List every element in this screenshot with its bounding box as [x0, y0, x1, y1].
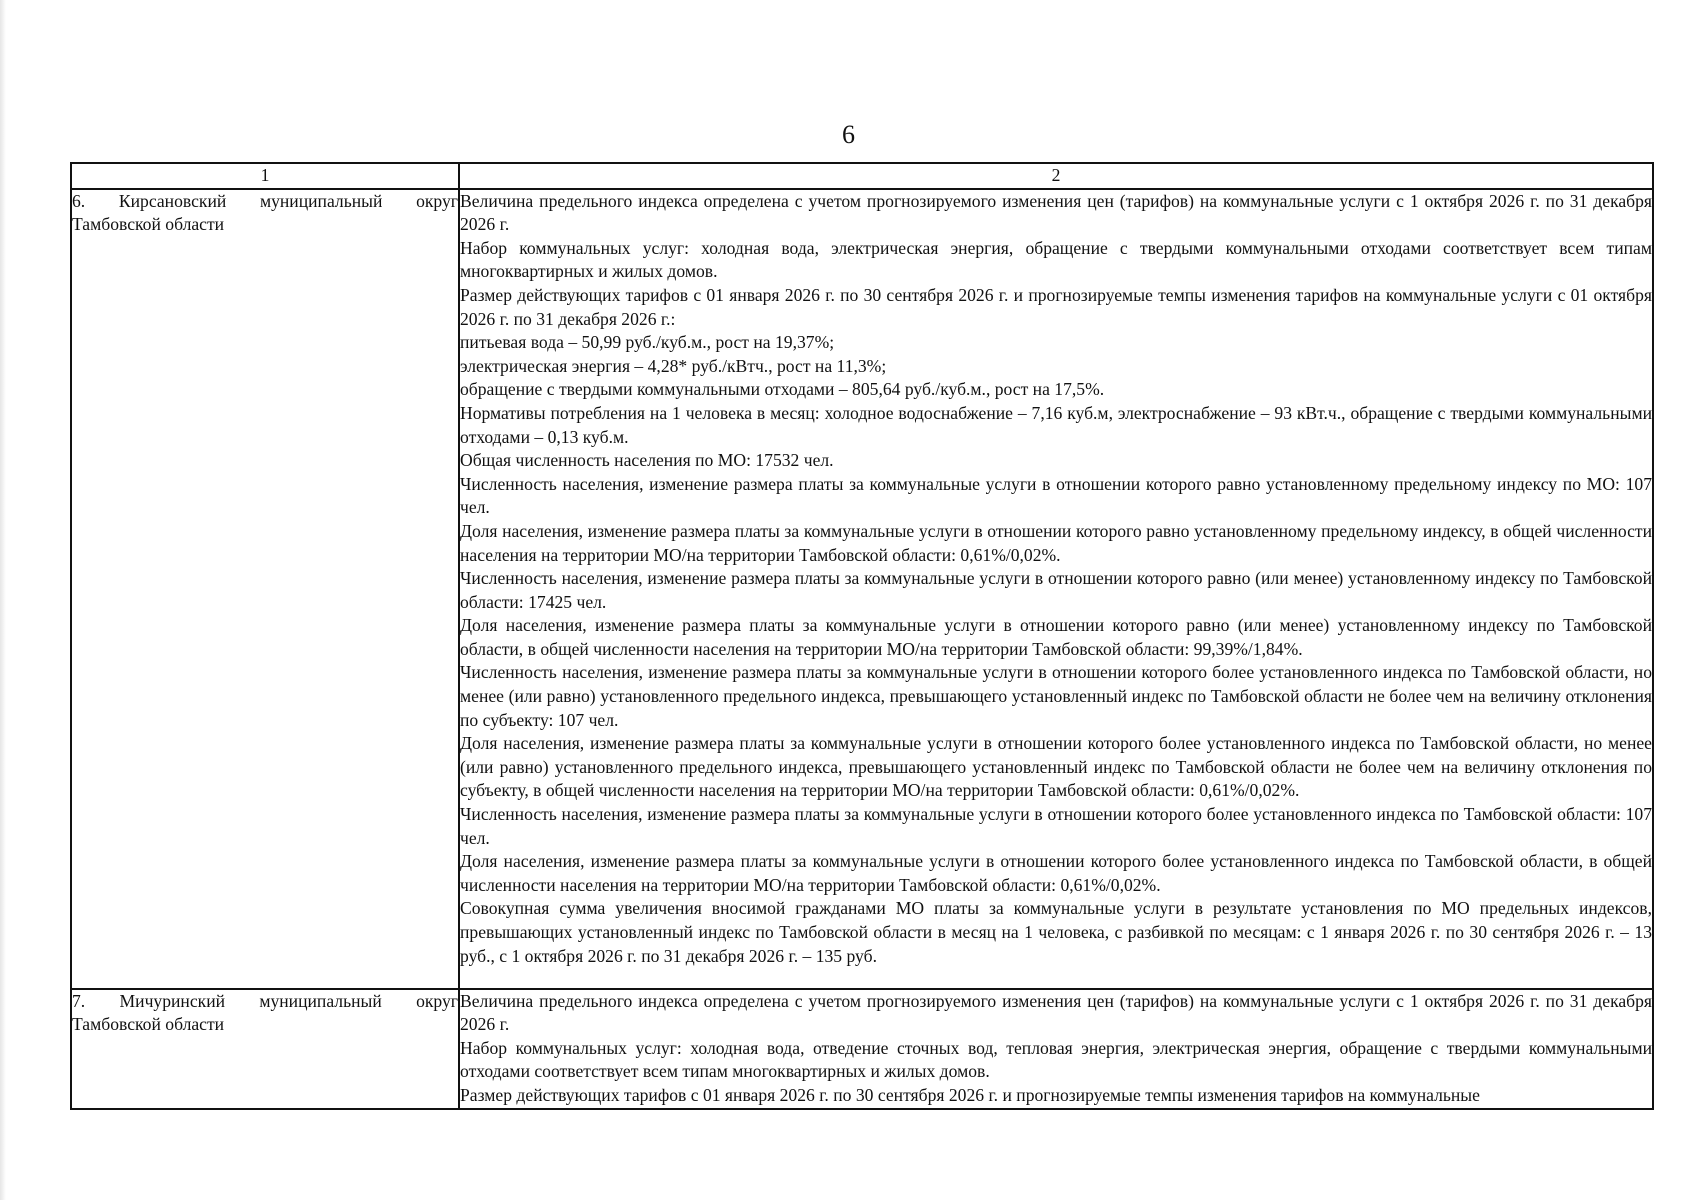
table-header-row	[71, 163, 1653, 189]
tariffs-intro-text: Размер действующих тарифов с 01 января 2026 г. по 30 сентября 2026 г. и прогнозируемые темпы изменения тарифов на коммунальные	[460, 1084, 1480, 1105]
municipality-details	[459, 189, 1653, 989]
column-header-1: 1	[71, 163, 459, 189]
share-equal-limit-text: Доля населения, изменение размера платы за коммунальные услуги в отношении которого равно установленному предельному индексу, в общей численности населения на территории МО/на территории Тамбовской области: 0,61%/0,02%.	[460, 520, 1652, 565]
services-set-text: Набор коммунальных услуг: холодная вода, электрическая энергия, обращение с твердыми коммунальными отходами соответствует всем типам многоквартирных и жилых домов.	[460, 237, 1652, 282]
total-increase-text: Совокупная сумма увеличения вносимой гражданами МО платы за коммунальные услуги в результате установления по МО предельных индексов, превышающих установленный индекс по Тамбовской области в месяц на 1 человека, с разбивкой по месяцам: с 1 января 2026 г. по 30 сентября 2026 г. – 13 руб., с 1 октября 2026 г. по 31 декабря 2026 г. – 135 руб.	[460, 898, 1652, 966]
population-equal-limit-text: Численность населения, изменение размера платы за коммунальные услуги в отношении которого равно установленному предельному индексу по МО: 107 чел.	[460, 473, 1652, 518]
page-number: 6	[842, 120, 855, 149]
municipality-details	[459, 989, 1653, 1109]
municipality-name: 6. Кирсановский муниципальный округ Тамбовской области	[71, 189, 459, 989]
population-below-regional-text: Численность населения, изменение размера платы за коммунальные услуги в отношении которого равно (или менее) установленному индексу по Тамбовской области: 17425 чел.	[460, 568, 1652, 612]
tariff-electricity: электрическая энергия – 4,28* руб./кВтч., рост на 11,3%;	[460, 355, 887, 376]
total-population-text: Общая численность населения по МО: 17532 чел.	[460, 450, 834, 471]
population-within-deviation-text: Численность населения, изменение размера платы за коммунальные услуги в отношении которого более установленного индекса по Тамбовской области, но менее (или равно) установленного предельного индекса, превышающего установленный индекс по Тамбовской области не более чем на величину отклонения по субъекту: 107 чел.	[460, 662, 1652, 730]
index-basis-text: Величина предельного индекса определена с учетом прогнозируемого изменения цен (тарифов) на коммунальные услуги с 1 октября 2026 г. по 31 декабря 2026 г.	[460, 990, 1652, 1035]
consumption-norms-text: Нормативы потребления на 1 человека в месяц: холодное водоснабжение – 7,16 куб.м, электроснабжение – 93 кВт.ч., обращение с твердыми коммунальными отходами – 0,13 куб.м.	[460, 402, 1652, 447]
column-header-2: 2	[459, 163, 1653, 189]
tariffs-intro-text: Размер действующих тарифов с 01 января 2026 г. по 30 сентября 2026 г. и прогнозируемые темпы изменения тарифов на коммунальные услуги с 01 октября 2026 г. по 31 декабря 2026 г.:	[460, 284, 1652, 329]
index-basis-text: Величина предельного индекса определена с учетом прогнозируемого изменения цен (тарифов) на коммунальные услуги с 1 октября 2026 г. по 31 декабря 2026 г.	[460, 190, 1652, 235]
tariff-water: питьевая вода – 50,99 руб./куб.м., рост на 19,37%;	[460, 332, 835, 353]
tariff-waste: обращение с твердыми коммунальными отходами – 805,64 руб./куб.м., рост на 17,5%.	[460, 379, 1105, 400]
table-row	[71, 189, 1653, 989]
services-set-text: Набор коммунальных услуг: холодная вода, отведение сточных вод, тепловая энергия, электрическая энергия, обращение с твердыми коммунальными отходами соответствует всем типам многоквартирных и жилых домов.	[460, 1037, 1652, 1082]
table-row	[71, 989, 1653, 1109]
share-within-deviation-text: Доля населения, изменение размера платы за коммунальные услуги в отношении которого более установленного индекса по Тамбовской области, но менее (или равно) установленного предельного индекса, превышающего установленный индекс по Тамбовской области не более чем на величину отклонения по субъекту, в общей численности населения на территории МО/на территории Тамбовской области: 0,61%/0,02%.	[460, 733, 1652, 801]
tariff-table	[70, 162, 1654, 1110]
municipality-name: 7. Мичуринский муниципальный округ Тамбовской области	[71, 989, 459, 1109]
share-below-regional-text: Доля населения, изменение размера платы за коммунальные услуги в отношении которого равно (или менее) установленному индексу по Тамбовской области, в общей численности населения на территории МО/на территории Тамбовской области: 99,39%/1,84%.	[460, 615, 1652, 659]
population-above-regional-text: Численность населения, изменение размера платы за коммунальные услуги в отношении которого более установленного индекса по Тамбовской области: 107 чел.	[460, 804, 1652, 848]
share-above-regional-text: Доля населения, изменение размера платы за коммунальные услуги в отношении которого более установленного индекса по Тамбовской области, в общей численности населения на территории МО/на территории Тамбовской области: 0,61%/0,02%.	[460, 851, 1652, 895]
scan-edge-shadow	[0, 0, 6, 1200]
